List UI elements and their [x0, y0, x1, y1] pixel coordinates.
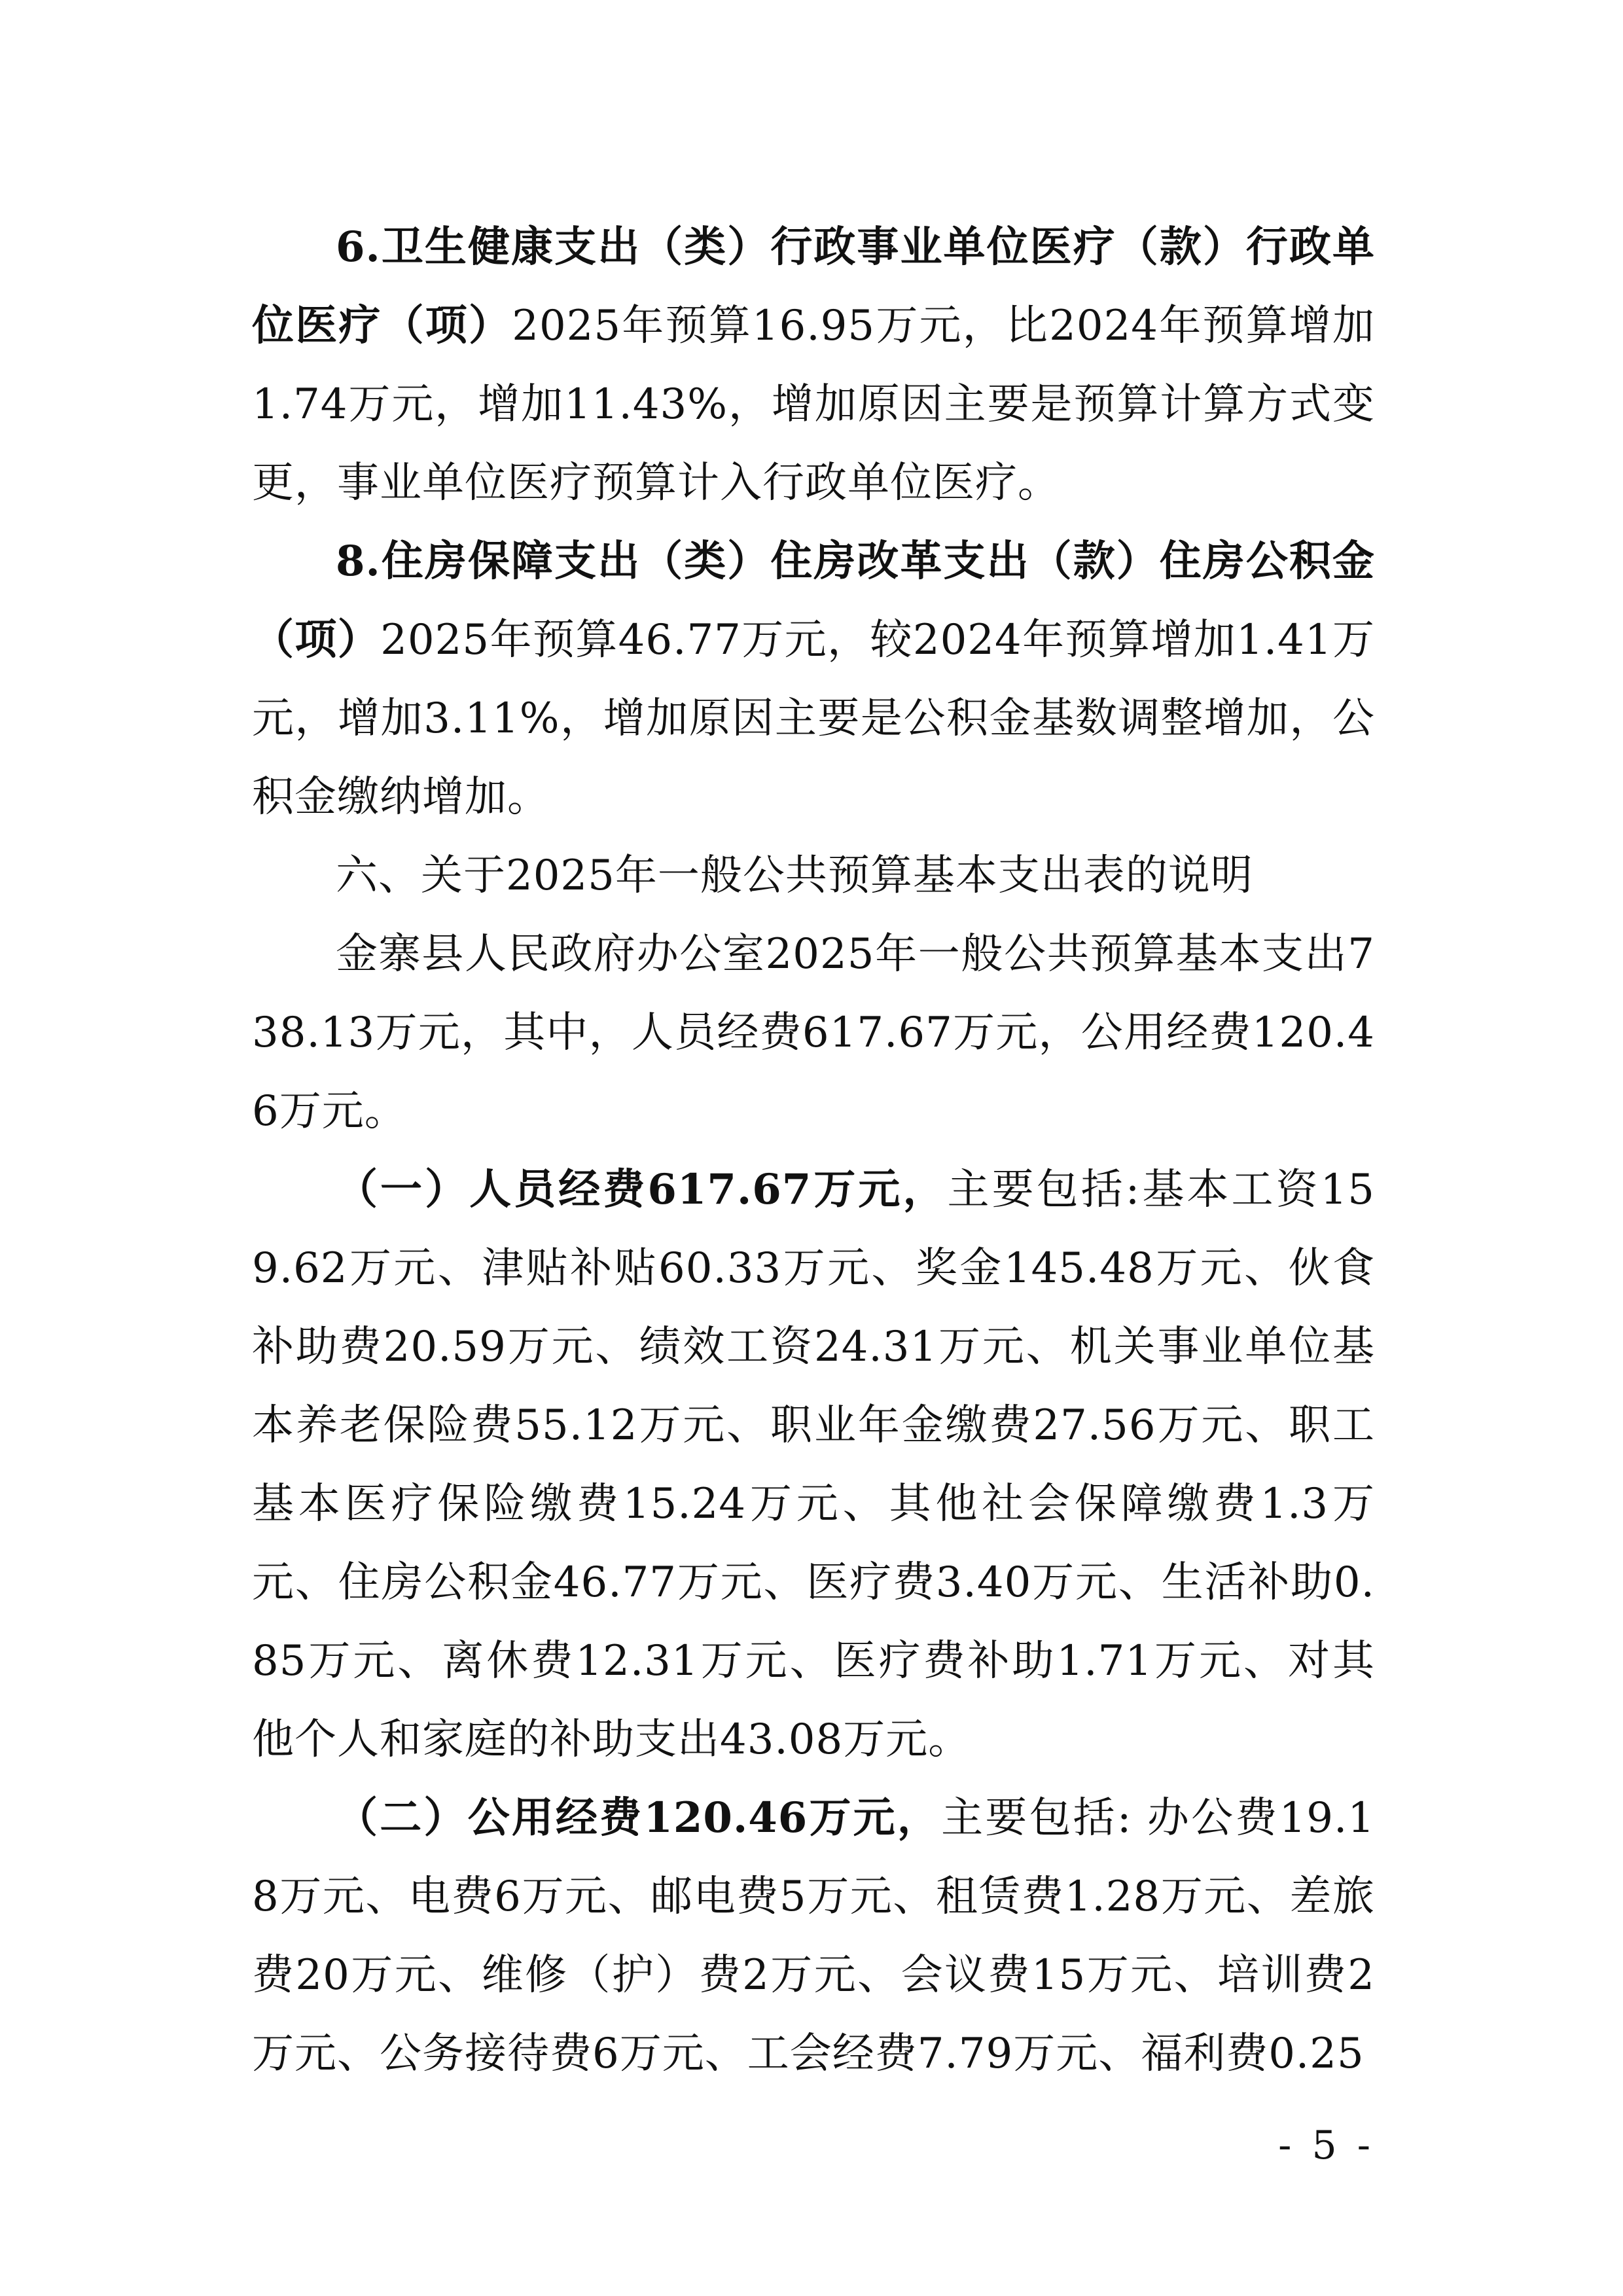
paragraph-lead: （二）公用经费120.46万元，	[336, 1793, 942, 1842]
body-text	[252, 208, 1375, 2093]
paragraph-body: 主要包括:基本工资159.62万元、津贴补贴60.33万元、奖金145.48万元、伙食补助费20.59万元、绩效工资24.31万元、机关事业单位基本养老保险费55.12万元、职业年金缴费27.56万元、职工基本医疗保险缴费15.24万元、其他社会保障缴费1.3万元、住房公积金46.77万元、医疗费3.40万元、生活补助0.85万元、离休费12.31万元、医疗费补助1.71万元、对其他个人和家庭的补助支出43.08万元。	[252, 1166, 1376, 1764]
section-heading	[252, 836, 1375, 915]
paragraph-body: 金寨县人民政府办公室2025年一般公共预算基本支出738.13万元，其中，人员经费617.67万元，公用经费120.46万元。	[252, 930, 1375, 1136]
paragraph-body: 2025年预算16.95万元，比2024年预算增加1.74万元，增加11.43%，增加原因主要是预算计算方式变更，事业单位医疗预算计入行政单位医疗。	[252, 302, 1376, 507]
paragraph-personnel-expenses	[252, 1151, 1375, 1779]
page-number: - 5 -	[1278, 2123, 1374, 2168]
paragraph-body: 六、关于2025年一般公共预算基本支出表的说明	[336, 852, 1253, 900]
paragraph-lead: （一）人员经费617.67万元，	[336, 1165, 948, 1214]
paragraph-body: 主要包括: 办公费19.18万元、电费6万元、邮电费5万元、租赁费1.28万元、差旅费20万元、维修（护）费2万元、会议费15万元、培训费2万元、公务接待费6万元、工会经费7.79万元、福利费0.25	[252, 1794, 1376, 2078]
paragraph-lead: 8.住房保障支出（类）住房改革支出（款）住房公积金（项）	[252, 537, 1375, 664]
paragraph-housing-expenditure	[252, 522, 1375, 836]
paragraph-basic-expenditure-summary	[252, 915, 1375, 1151]
paragraph-public-expenses	[252, 1779, 1375, 2093]
paragraph-body: 2025年预算46.77万元，较2024年预算增加1.41万元，增加3.11%，增加原因主要是公积金基数调整增加，公积金缴纳增加。	[252, 616, 1376, 821]
paragraph-lead: 6.卫生健康支出（类）行政事业单位医疗（款）行政单位医疗（项）	[252, 223, 1375, 350]
paragraph-health-expenditure	[252, 208, 1375, 522]
